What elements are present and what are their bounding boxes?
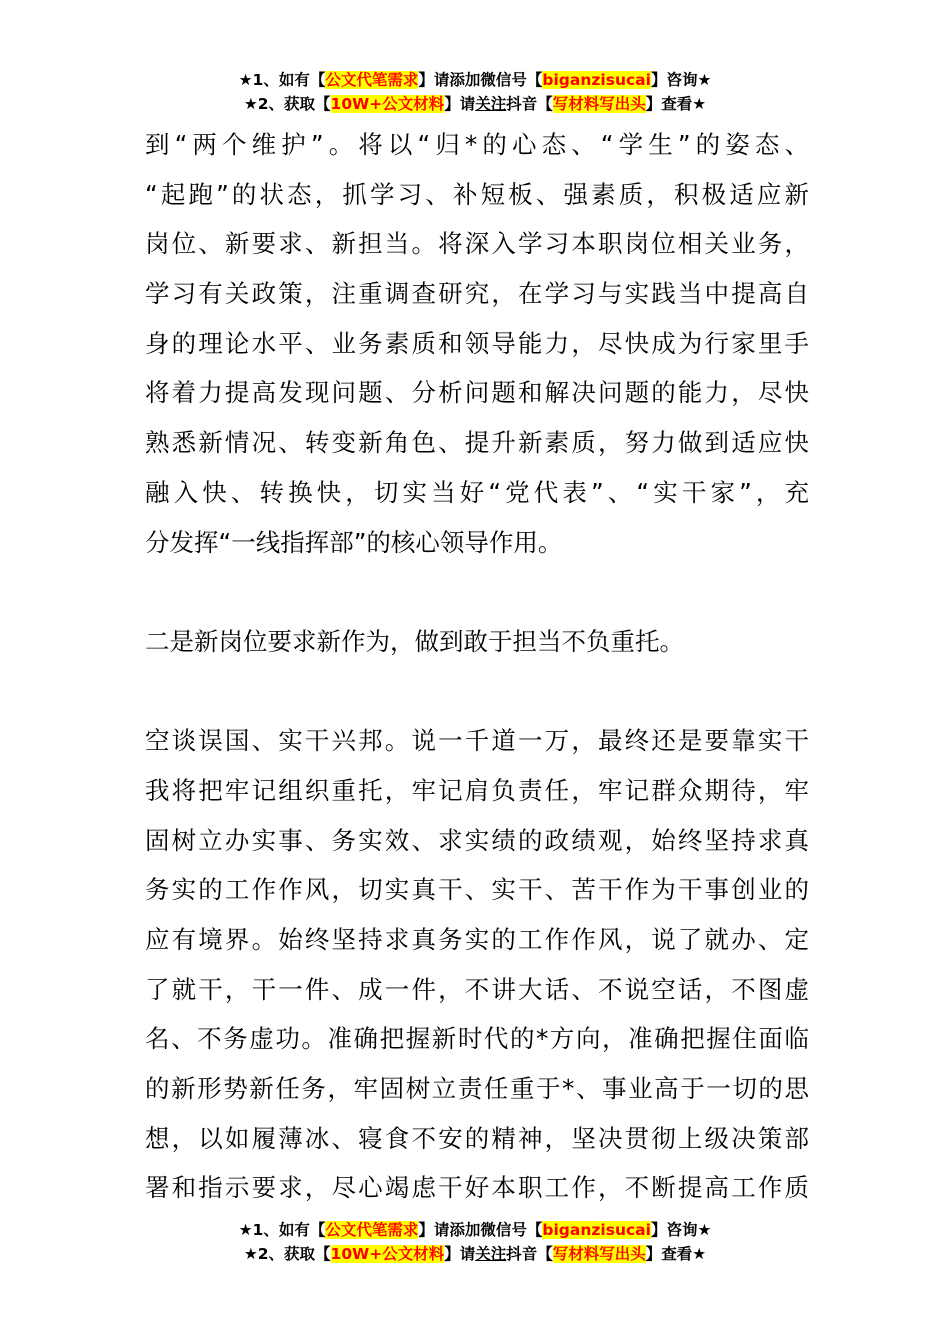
- banner-highlight-wechat-id: biganzisucai: [542, 71, 651, 89]
- banner-text: 】请: [444, 1245, 476, 1263]
- banner-highlight-wechat-id: biganzisucai: [542, 1221, 651, 1239]
- banner-line-1: [0, 1218, 950, 1242]
- banner-line-1: [0, 68, 950, 92]
- banner-text: 】咨询★: [650, 1221, 712, 1239]
- banner-text: 】查看★: [645, 1245, 707, 1263]
- banner-text: ★1、如有【: [238, 1221, 326, 1239]
- body-line: 了就干，干一件、成一件，不讲大话、不说空话，不图虚: [145, 974, 809, 1004]
- body-line: “起跑”的状态，抓学习、补短板、强素质，积极适应新: [145, 179, 809, 209]
- body-line: 融入快、转换快，切实当好“党代表”、“实干家”，充: [145, 477, 809, 507]
- banner-highlight: 公文代笔需求: [325, 71, 419, 89]
- body-line: 分发挥“一线指挥部”的核心领导作用。: [145, 527, 563, 557]
- header-ad-banner: [0, 68, 950, 116]
- banner-highlight-douyin: 写材料写出头: [552, 95, 646, 113]
- body-line: 固树立办实事、务实效、求实绩的政绩观，始终坚持求真: [145, 825, 809, 855]
- banner-text: ★2、获取【: [243, 1245, 331, 1263]
- body-line: 熟悉新情况、转变新角色、提升新素质，努力做到适应快: [145, 428, 809, 458]
- body-line: 务实的工作作风，切实真干、实干、苦干作为干事创业的: [145, 875, 809, 905]
- banner-text: 】请: [418, 71, 450, 89]
- banner-text: 】请: [444, 95, 476, 113]
- banner-emphasis: 添加: [449, 71, 481, 89]
- banner-emphasis: 添加: [449, 1221, 481, 1239]
- banner-line-2: [0, 1242, 950, 1266]
- banner-text: 】咨询★: [650, 71, 712, 89]
- banner-text: 】查看★: [645, 95, 707, 113]
- footer-ad-banner: [0, 1218, 950, 1266]
- banner-highlight-douyin: 写材料写出头: [552, 1245, 646, 1263]
- body-line: 身的理论水平、业务素质和领导能力，尽快成为行家里手: [145, 328, 809, 358]
- body-line: 想，以如履薄冰、寝食不安的精神，坚决贯彻上级决策部: [145, 1123, 809, 1153]
- body-line: 学习有关政策，注重调查研究，在学习与实践当中提高自: [145, 279, 809, 309]
- body-line: 应有境界。始终坚持求真务实的工作作风，说了就办、定: [145, 925, 809, 954]
- paragraph-gap: [145, 667, 809, 717]
- banner-highlight: 10W+公文材料: [330, 95, 445, 113]
- banner-text: ★1、如有【: [238, 71, 326, 89]
- banner-line-2: [0, 92, 950, 116]
- banner-highlight: 公文代笔需求: [325, 1221, 419, 1239]
- banner-text: 抖音【: [506, 95, 553, 113]
- banner-text: ★2、获取【: [243, 95, 331, 113]
- body-line: 我将把牢记组织重托，牢记肩负责任，牢记群众期待，牢: [145, 775, 809, 805]
- banner-text: 微信号【: [480, 71, 543, 89]
- section-heading: 二是新岗位要求新作为，做到敢于担当不负重托。: [145, 626, 684, 656]
- banner-text: 微信号【: [480, 1221, 543, 1239]
- banner-emphasis: 关注: [475, 95, 507, 113]
- body-line: 署和指示要求，尽心竭虑干好本职工作，不断提高工作质: [145, 1173, 809, 1203]
- body-line: 到“两个维护”。将以“归*的心态、“学生”的姿态、: [145, 130, 809, 159]
- body-line: 的新形势新任务，牢固树立责任重于*、事业高于一切的思: [145, 1074, 809, 1104]
- banner-text: 】请: [418, 1221, 450, 1239]
- body-line: 将着力提高发现问题、分析问题和解决问题的能力，尽快: [145, 378, 809, 408]
- body-line: 名、不务虚功。准确把握新时代的*方向，准确把握住面临: [145, 1024, 809, 1054]
- paragraph-gap: [145, 567, 809, 617]
- body-line: 空谈误国、实干兴邦。说一千道一万，最终还是要靠实干: [145, 726, 809, 756]
- banner-highlight: 10W+公文材料: [330, 1245, 445, 1263]
- banner-text: 抖音【: [506, 1245, 553, 1263]
- banner-emphasis: 关注: [475, 1245, 507, 1263]
- body-line: 岗位、新要求、新担当。将深入学习本职岗位相关业务，: [145, 229, 809, 259]
- document-body: [145, 120, 809, 1213]
